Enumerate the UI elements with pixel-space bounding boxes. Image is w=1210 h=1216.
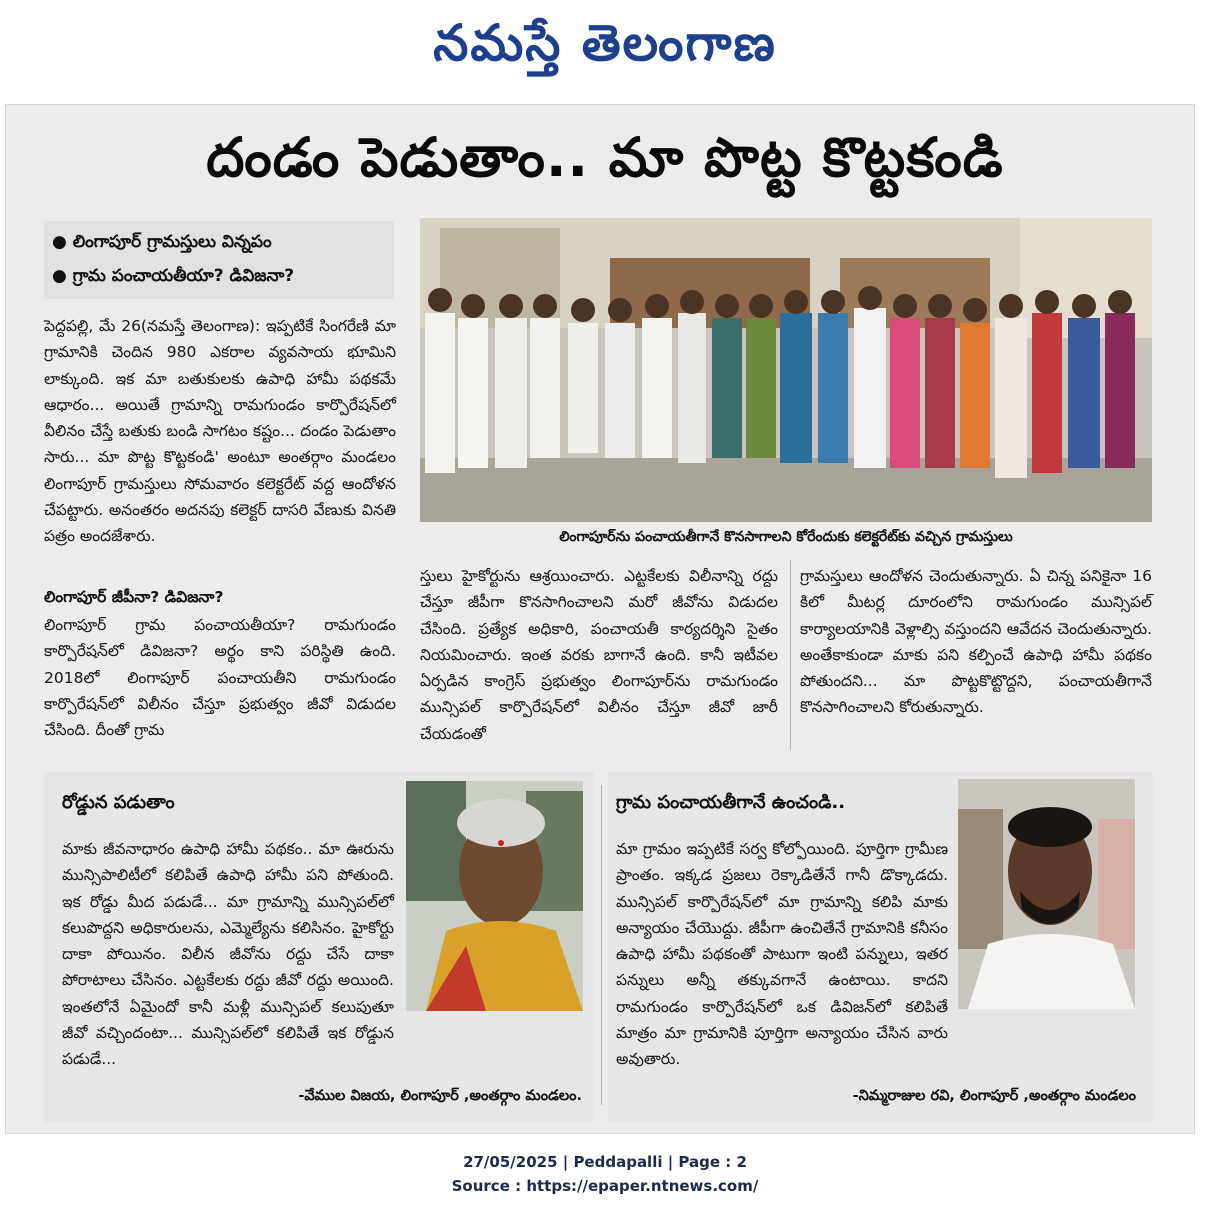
quote-title: రోడ్డున పడుతాం bbox=[62, 792, 175, 813]
vemula-vijaya-portrait bbox=[406, 781, 583, 1011]
column-divider bbox=[790, 560, 791, 750]
bullet-item: ● గ్రామ పంచాయతీయా? డివిజనా? bbox=[52, 266, 295, 286]
quote-text bbox=[62, 836, 394, 1073]
bullet-item: ● లింగాపూర్ గ్రామస్తులు విన్నపం bbox=[52, 232, 272, 252]
quote-text-body: మా గ్రామం ఇప్పటికే సర్వ కోల్పోయింది. పూర్తిగా గ్రామీణ ప్రాంతం. ఇక్కడ ప్రజలు రెక్కాడితేనే గానీ డొక్కాడదు. మున్సిపల్ కార్పొరేషన్‌లో మా గ్రామాన్ని కలిపి మాకు అన్యాయం చేయొద్దు. జీపీగా ఉంచితేనే గ్రామానికి కనీసం ఉపాధి హామీ పథకంతో పాటుగా ఇంటి పన్నులు, ఇతర పన్నులు అన్నీ తక్కువగానే ఉంటాయి. కాదని రామగుండం కార్పొరేషన్‌లో ఒక డివిజన్‌లో కలిపితే మాత్రం మా గ్రామానికి పూర్తిగా అన్యాయం చేసిన వారు అవుతారు. bbox=[616, 840, 948, 1069]
quote-signature: -వేముల విజయ, లింగాపూర్ ,అంతర్గాం మండలం. bbox=[298, 1088, 582, 1104]
column-two-text: స్తులు హైకోర్టును ఆశ్రయించారు. ఎట్టకేలకు విలీనాన్ని రద్దు చేస్తూ జీపీగా కొనసాగించాలని మరో జీవోను విడుదల చేసింది. ప్రత్యేక అధికారి, పంచాయతీ కార్యదర్శిని సైతం నియమించారు. ఇంత వరకు బాగానే ఉంది. కానీ ఇటీవల ఏర్పడిన కాంగ్రెస్ ప్రభుత్వం లింగాపూర్‌ను రామగుండం మున్సిపల్ కార్పొరేషన్‌లో విలీనం చేస్తూ జీవో జారీ చేయడంతో bbox=[420, 567, 778, 743]
column-two bbox=[420, 563, 778, 747]
newspaper-logo bbox=[0, 8, 1210, 78]
quote-text-body: మాకు జీవనాధారం ఉపాధి హామీ పథకం.. మా ఊరును మున్సిపాలిటీలో కలిపితే ఉపాధి హామీ పని పోతుంది. ఇక రోడ్డు మీద పడుడే... మా గ్రామాన్ని మున్సిపల్‌లో కలుపొద్దని అధికారులను, ఎమ్మెల్యేను కలిసినం. హైకోర్టు దాకా పోయినం. విలీన జీవోను రద్దు చేసే దాకా పోరాటాలు చేసినం. ఎట్టకేలకు రద్దు జీవో రద్దు అయింది. ఇంతలోనే ఏమైందో కానీ మళ్లీ మున్సిపల్ కలుపుతూ జీవో వచ్చిందంటా... మున్సిపల్‌లో కలిపితే ఇక రోడ్డున పడుడే... bbox=[62, 840, 394, 1069]
column-three-text: గ్రామస్తులు ఆందోళన చెందుతున్నారు. ఏ చిన్న పనికైనా 16 కిలో మీటర్ల దూరంలోని రామగుండం మున్సిపల్ కార్యాలయానికి వెళ్లాల్సి వస్తుందని ఆవేదన చెందుతున్నారు. అంతేకాకుండా మాకు పని కల్పించే ఉపాధి హామీ పథకం పోతుందని... మా పొట్టకొట్టొద్దని, పంచాయతీగానే కొనసాగించాలని కోరుతున్నారు. bbox=[800, 567, 1152, 717]
group-photo bbox=[420, 218, 1152, 522]
photo-caption: లింగాపూర్‌ను పంచాయతీగానే కొనసాగాలని కోరేందుకు కలెక్టరేట్‌కు వచ్చిన గ్రామస్తులు bbox=[559, 529, 1013, 545]
footer-date-edition: 27/05/2025 | Peddapalli | Page : 2 bbox=[463, 1153, 747, 1171]
highlight-bullets bbox=[44, 221, 394, 299]
headline: దండం పెడుతాం.. మా పొట్ట కొట్టకండి bbox=[206, 126, 1004, 189]
footer-source: Source : https://epaper.ntnews.com/ bbox=[451, 1177, 759, 1195]
subheading: లింగాపూర్ జీపీనా? డివిజనా? bbox=[44, 588, 224, 606]
sub-text: లింగాపూర్ గ్రామ పంచాయతీయా? రామగుండం కార్పొరేషన్‌లో డివిజనా? అర్థం కాని పరిస్థితి ఉంది. 2018లో లింగాపూర్ పంచాయతీని రామగుండం కార్పొరేషన్‌లో విలీనం చేస్తూ ప్రభుత్వం జీవో విడుదల చేసింది. దీంతో గ్రామ bbox=[44, 616, 396, 740]
quote-text bbox=[616, 836, 948, 1073]
box-divider bbox=[601, 785, 602, 1105]
quote-title: గ్రామ పంచాయతీగానే ఉంచండి.. bbox=[616, 792, 846, 813]
lead-paragraph bbox=[44, 313, 396, 550]
nimmarajula-ravi-portrait bbox=[958, 779, 1135, 1009]
column-three bbox=[800, 563, 1152, 721]
logo-text: నమస్తే తెలంగాణ bbox=[433, 13, 777, 72]
lead-text: పెద్దపల్లి, మే 26(నమస్తే తెలంగాణ): ఇప్పటికే సింగరేణి మా గ్రామానికి చెందిన 980 ఎకరాల వ్యవసాయ భూమిని లాక్కుంది. ఇక మా బతుకులకు ఉపాధి హామీ పథకమే ఆధారం... అయితే గ్రామాన్ని రామగుండం కార్పొరేషన్‌లో వీలినం చేస్తే బతుకు బండి సాగటం కష్టం... దండం పెడుతాం సారు... మా పొట్ట కొట్టకండి' అంటూ అంతర్గాం మండలం లింగాపూర్ గ్రామస్తులు సోమవారం కలెక్టరేట్ వద్ద ఆందోళన చేపట్టారు. అనంతరం అదనపు కలెక్టర్ దాసరి వేణుకు వినతి పత్రం అందజేశారు. bbox=[44, 317, 396, 546]
sub-paragraph bbox=[44, 612, 396, 743]
quote-signature: -నిమ్మరాజుల రవి, లింగాపూర్ ,అంతర్గాం మండలం bbox=[852, 1088, 1136, 1104]
